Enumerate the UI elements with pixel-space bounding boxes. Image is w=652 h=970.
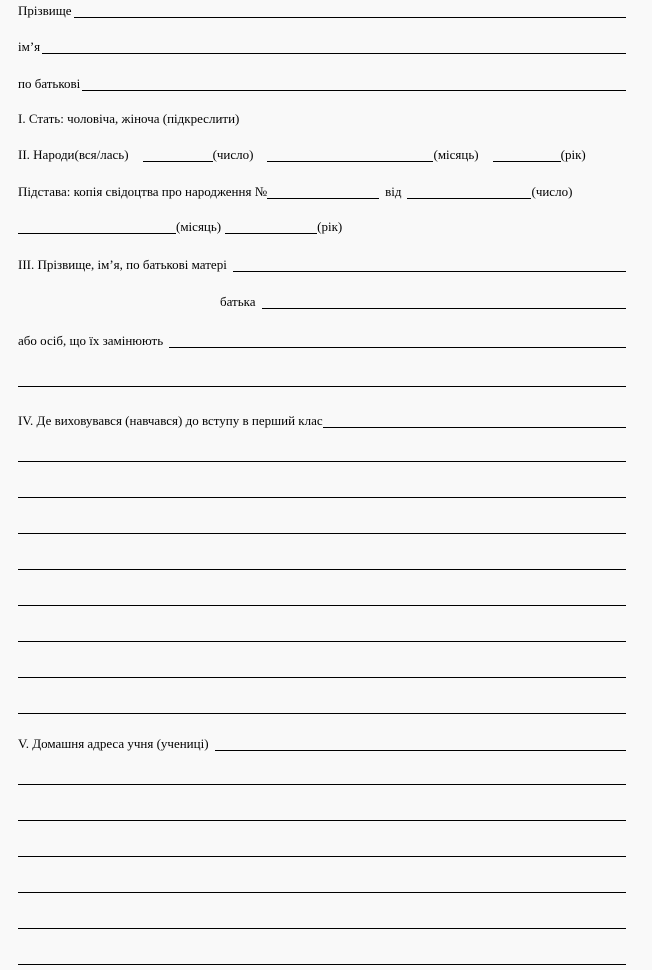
birth-year-line[interactable]: [493, 148, 561, 162]
gender-row: [18, 108, 626, 126]
preschool-line-6[interactable]: [18, 604, 626, 606]
preschool-line-2[interactable]: [18, 460, 626, 462]
basis-label: Підстава: копія свідоцтва про народження №: [18, 184, 268, 199]
basis-row-2: [18, 216, 626, 234]
patronymic-row: [18, 73, 626, 91]
guardians-line[interactable]: [169, 334, 626, 348]
address-line-3[interactable]: [18, 819, 626, 821]
birth-day-line[interactable]: [143, 148, 213, 162]
certificate-month-label: (місяць): [176, 219, 222, 234]
birth-month-line[interactable]: [267, 148, 433, 162]
preschool-row: [18, 410, 626, 428]
preschool-line[interactable]: [323, 414, 626, 428]
address-line-5[interactable]: [18, 891, 626, 893]
birth-month-label: (місяць): [433, 147, 479, 162]
preschool-line-8[interactable]: [18, 676, 626, 678]
surname-label: Прізвище: [18, 3, 72, 18]
preschool-line-5[interactable]: [18, 568, 626, 570]
mother-row: [18, 254, 626, 272]
mother-line[interactable]: [233, 258, 626, 272]
address-line-4[interactable]: [18, 855, 626, 857]
preschool-line-3[interactable]: [18, 496, 626, 498]
certificate-year-line[interactable]: [225, 220, 317, 234]
certificate-year-label: (рік): [317, 219, 343, 234]
surname-row: [18, 0, 626, 18]
guardians-row: [18, 330, 626, 348]
name-row: [18, 36, 626, 54]
basis-from-label: від: [385, 184, 402, 199]
basis-row: [18, 181, 634, 199]
certificate-day-line[interactable]: [407, 185, 531, 199]
address-label: V. Домашня адреса учня (учениці): [18, 736, 209, 751]
certificate-month-line[interactable]: [18, 220, 176, 234]
address-line-2[interactable]: [18, 783, 626, 785]
guardians-label: або осіб, що їх замінюють: [18, 333, 164, 348]
mother-label: III. Прізвище, ім’я, по батькові матері: [18, 257, 227, 272]
father-line[interactable]: [262, 295, 626, 309]
address-line[interactable]: [215, 737, 626, 751]
guardians-line-2[interactable]: [18, 385, 626, 387]
birth-day-label: (число): [212, 147, 254, 162]
father-label: батька: [220, 294, 256, 309]
gender-label: I. Стать: чоловіча, жіноча (підкреслити): [18, 111, 240, 126]
name-line[interactable]: [42, 40, 626, 54]
birth-row: [18, 144, 626, 162]
name-label: ім’я: [18, 39, 41, 54]
address-row: [18, 733, 626, 751]
preschool-line-4[interactable]: [18, 532, 626, 534]
birth-year-label: (рік): [560, 147, 586, 162]
certificate-day-label: (число): [531, 184, 573, 199]
preschool-label: IV. Де виховувався (навчався) до вступу в перший клас: [18, 413, 323, 428]
address-line-6[interactable]: [18, 927, 626, 929]
certificate-number-line[interactable]: [267, 185, 379, 199]
preschool-line-9[interactable]: [18, 712, 626, 714]
surname-line[interactable]: [74, 4, 626, 18]
birth-label: II. Народи(вся/лась): [18, 147, 129, 162]
patronymic-line[interactable]: [82, 77, 626, 91]
patronymic-label: по батькові: [18, 76, 81, 91]
address-line-7[interactable]: [18, 963, 626, 965]
preschool-line-7[interactable]: [18, 640, 626, 642]
father-row: [220, 291, 626, 309]
